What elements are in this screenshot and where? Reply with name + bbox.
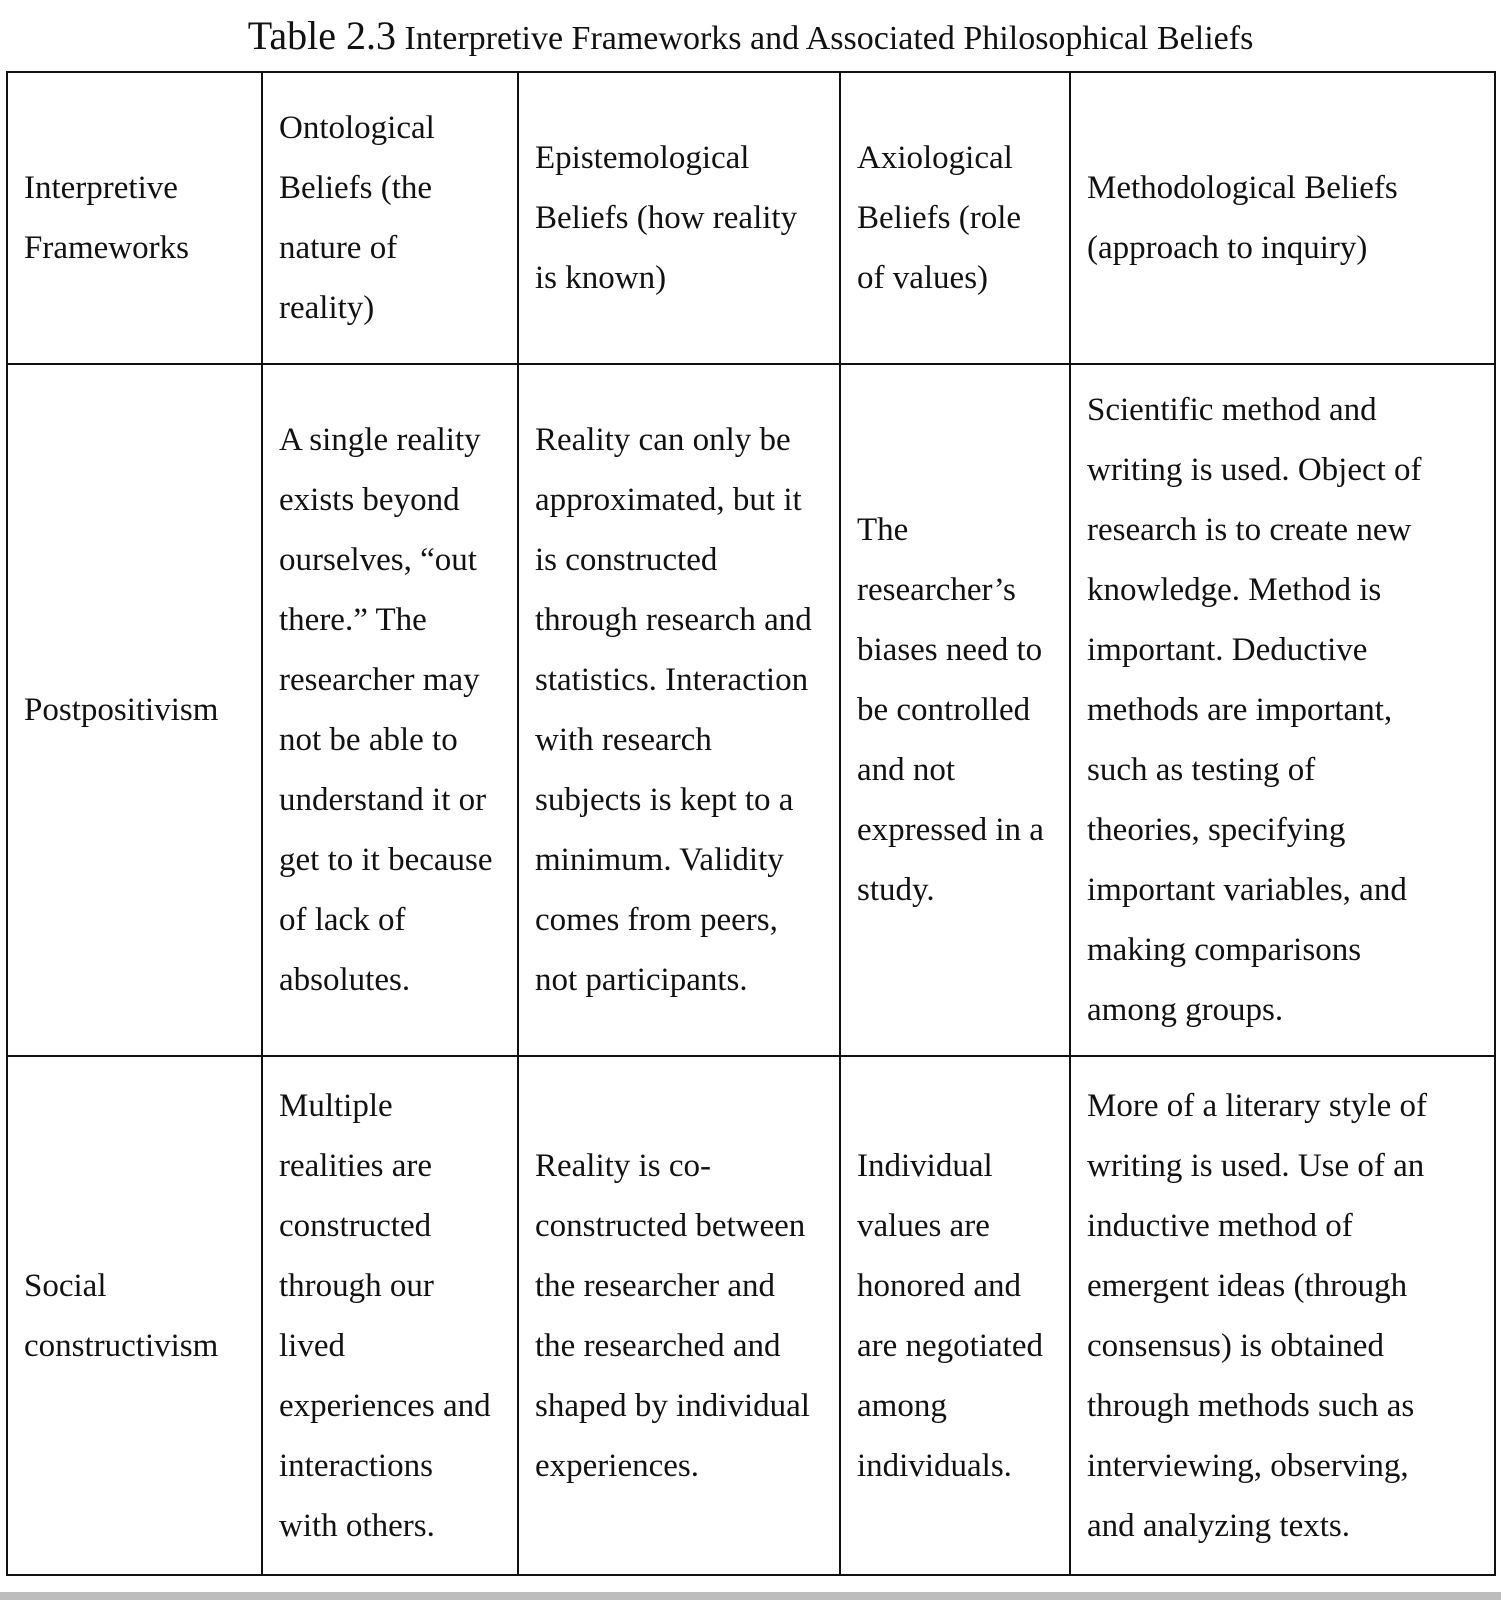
framework-cell: Postpositivism (7, 364, 262, 1056)
methodological-cell: Scientific method and writing is used. Object of research is to create new knowledge. Method is important. Deductive methods are important, such as testing of theories, specifying important variables, and making comparisons among groups. (1070, 364, 1495, 1056)
header-interpretive-frameworks: Interpretive Frameworks (7, 72, 262, 364)
table-row (7, 1056, 1495, 1575)
header-methodological-beliefs: Methodological Beliefs (approach to inquiry) (1070, 72, 1495, 364)
epistemological-cell: Reality can only be approximated, but it is constructed through research and statistics. Interaction with research subjects is kept to a minimum. Validity comes from peers, not participants. (518, 364, 840, 1056)
ontological-cell: Multiple realities are constructed through our lived experiences and interactions with others. (262, 1056, 518, 1575)
table-title (0, 10, 1501, 65)
header-epistemological-beliefs: Epistemological Beliefs (how reality is known) (518, 72, 840, 364)
ontological-cell: A single reality exists beyond ourselves, “out there.” The researcher may not be able to understand it or get to it because of lack of absolutes. (262, 364, 518, 1056)
table-caption: Interpretive Frameworks and Associated Philosophical Beliefs (404, 20, 1254, 57)
methodological-cell: More of a literary style of writing is used. Use of an inductive method of emergent ideas (through consensus) is obtained through methods such as interviewing, observing, and analyzing texts. (1070, 1056, 1495, 1575)
framework-cell: Social constructivism (7, 1056, 262, 1575)
epistemological-cell: Reality is co- constructed between the researcher and the researched and shaped by individual experiences. (518, 1056, 840, 1575)
table-number: Table 2.3 (247, 13, 396, 58)
axiological-cell: The researcher’s biases need to be controlled and not expressed in a study. (840, 364, 1070, 1056)
axiological-cell: Individual values are honored and are negotiated among individuals. (840, 1056, 1070, 1575)
frameworks-table (6, 71, 1496, 1576)
bottom-scroll-edge (0, 1592, 1501, 1600)
table-header-row (7, 72, 1495, 364)
table-row (7, 364, 1495, 1056)
header-ontological-beliefs: Ontological Beliefs (the nature of reality) (262, 72, 518, 364)
header-axiological-beliefs: Axiological Beliefs (role of values) (840, 72, 1070, 364)
